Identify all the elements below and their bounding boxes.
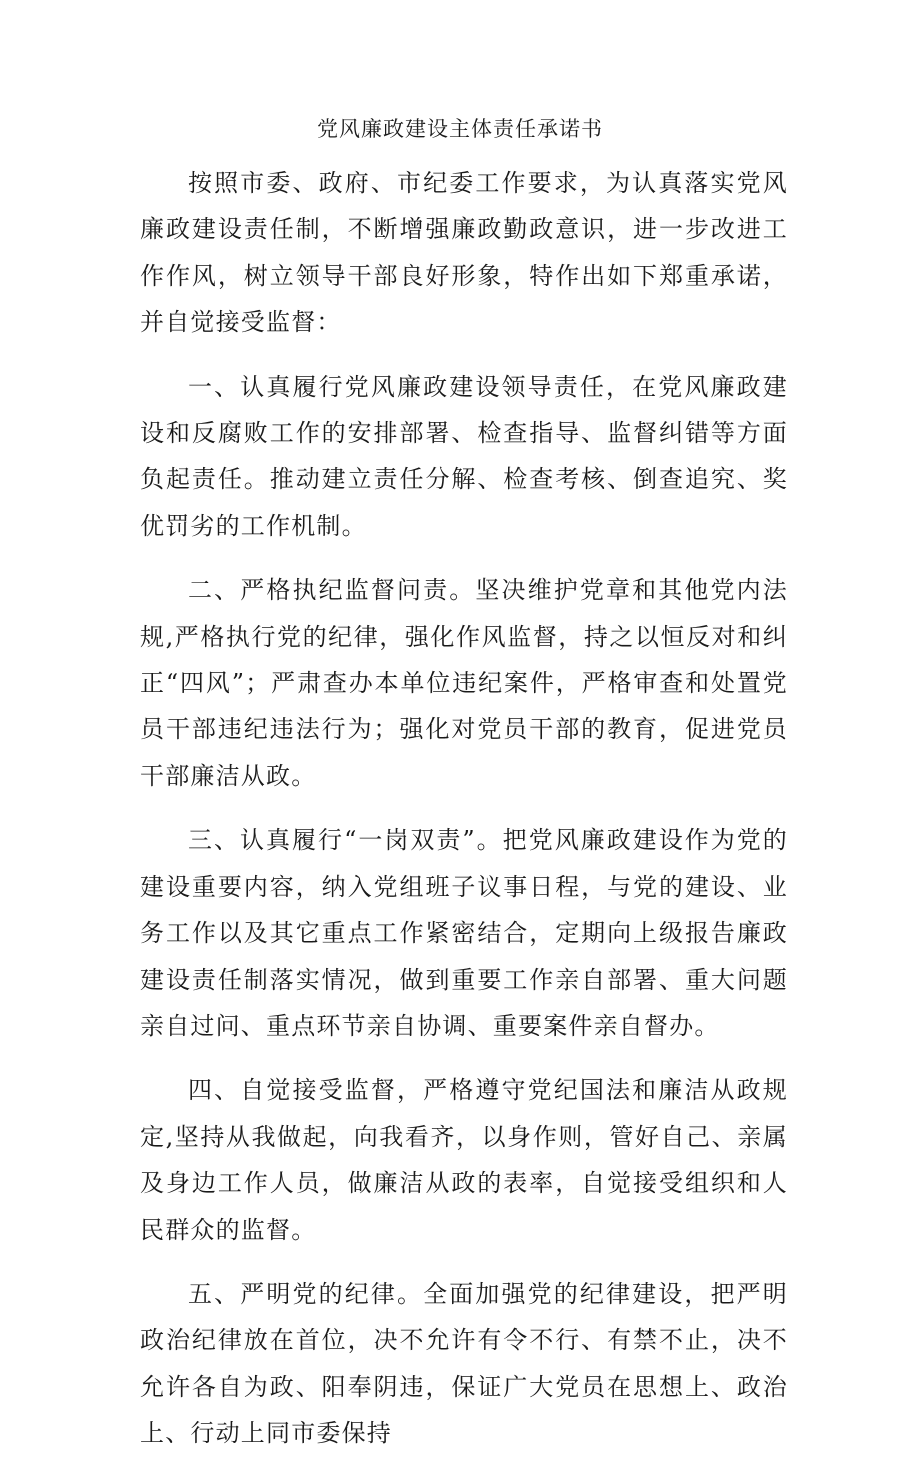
document-title: 党风廉政建设主体责任承诺书	[317, 117, 603, 141]
paragraph-item-2: 二、严格执纪监督问责。坚决维护党章和其他党内法规,严格执行党的纪律，强化作风监督，持之以恒反对和纠正“四风”；严肃查办本单位违纪案件，严格审查和处置党员干部违纪违法行为；强化对党员干部的教育，促进党员干部廉洁从政。	[140, 576, 788, 790]
document-body	[140, 160, 788, 1475]
paragraph-item-4: 四、自觉接受监督，严格遵守党纪国法和廉洁从政规定,坚持从我做起，向我看齐，以身作则，管好自己、亲属及身边工作人员，做廉洁从政的表率，自觉接受组织和人民群众的监督。	[140, 1076, 788, 1244]
paragraph-item-3: 三、认真履行“一岗双责”。把党风廉政建设作为党的建设重要内容，纳入党组班子议事日程，与党的建设、业务工作以及其它重点工作紧密结合，定期向上级报告廉政建设责任制落实情况，做到重要工作亲自部署、重大问题亲自过问、重点环节亲自协调、重要案件亲自督办。	[140, 826, 788, 1040]
paragraph-intro: 按照市委、政府、市纪委工作要求，为认真落实党风廉政建设责任制，不断增强廉政勤政意识，进一步改进工作作风，树立领导干部良好形象，特作出如下郑重承诺，并自觉接受监督：	[140, 169, 788, 337]
paragraph-item-1: 一、认真履行党风廉政建设领导责任，在党风廉政建设和反腐败工作的安排部署、检查指导、监督纠错等方面负起责任。推动建立责任分解、检查考核、倒查追究、奖优罚劣的工作机制。	[140, 372, 788, 540]
paragraph-item-5: 五、严明党的纪律。全面加强党的纪律建设，把严明政治纪律放在首位，决不允许有令不行、有禁不止，决不允许各自为政、阳奉阴违，保证广大党员在思想上、政治上、行动上同市委保持	[140, 1279, 788, 1448]
